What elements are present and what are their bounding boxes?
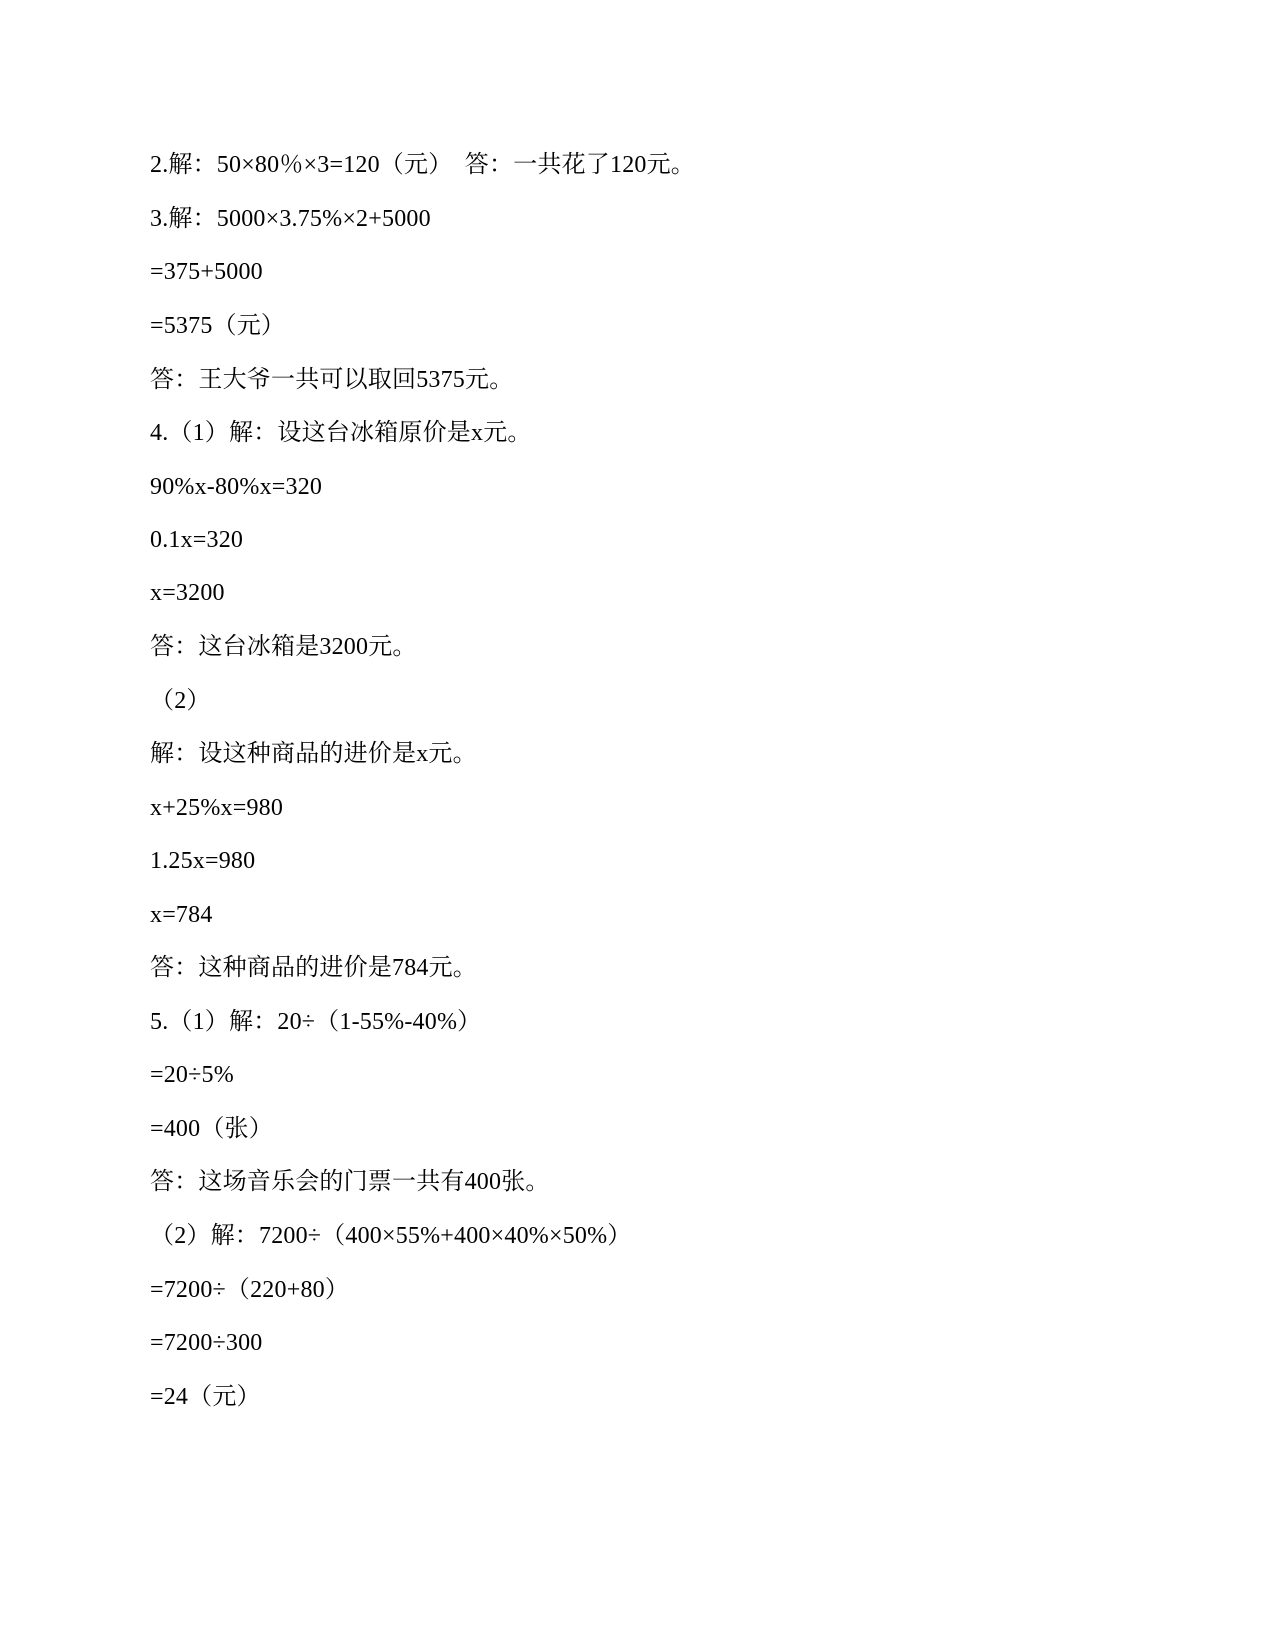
- answer-5-1-step-2: =400（张）: [150, 1116, 273, 1142]
- answer-4-1-setup: 4.（1）解：设这台冰箱原价是x元。: [150, 420, 532, 446]
- answer-4-1-step-2: x=3200: [150, 580, 225, 606]
- answer-4-2-step-1: 1.25x=980: [150, 848, 256, 874]
- answer-4-2-label: （2）: [150, 688, 211, 714]
- answer-4-2-equation: x+25%x=980: [150, 795, 284, 821]
- answer-5-1-setup: 5.（1）解：20÷（1-55%-40%）: [150, 1009, 482, 1035]
- answer-5-1-step-1: =20÷5%: [150, 1062, 234, 1088]
- answer-3-line-1: 3.解：5000×3.75%×2+5000: [150, 206, 431, 232]
- answer-5-2-step-2: =7200÷300: [150, 1330, 263, 1356]
- answer-5-1-conclusion: 答：这场音乐会的门票一共有400张。: [150, 1169, 550, 1195]
- answer-4-2-setup: 解：设这种商品的进价是x元。: [150, 741, 477, 767]
- answer-5-2-step-1: =7200÷（220+80）: [150, 1277, 350, 1303]
- answer-4-1-equation: 90%x-80%x=320: [150, 474, 323, 500]
- answer-4-1-step-1: 0.1x=320: [150, 527, 244, 553]
- answer-4-2-conclusion: 答：这种商品的进价是784元。: [150, 955, 477, 981]
- answer-5-2-step-3: =24（元）: [150, 1384, 261, 1410]
- answer-2-line: 2.解：50×80％×3=120（元） 答：一共花了120元。: [150, 152, 696, 178]
- answer-4-2-step-2: x=784: [150, 902, 213, 928]
- answer-3-line-3: =5375（元）: [150, 313, 286, 339]
- answer-5-2-setup: （2）解：7200÷（400×55%+400×40%×50%）: [150, 1223, 632, 1249]
- answer-3-line-2: =375+5000: [150, 259, 263, 285]
- answer-3-conclusion: 答：王大爷一共可以取回5375元。: [150, 367, 514, 393]
- answer-4-1-conclusion: 答：这台冰箱是3200元。: [150, 634, 417, 660]
